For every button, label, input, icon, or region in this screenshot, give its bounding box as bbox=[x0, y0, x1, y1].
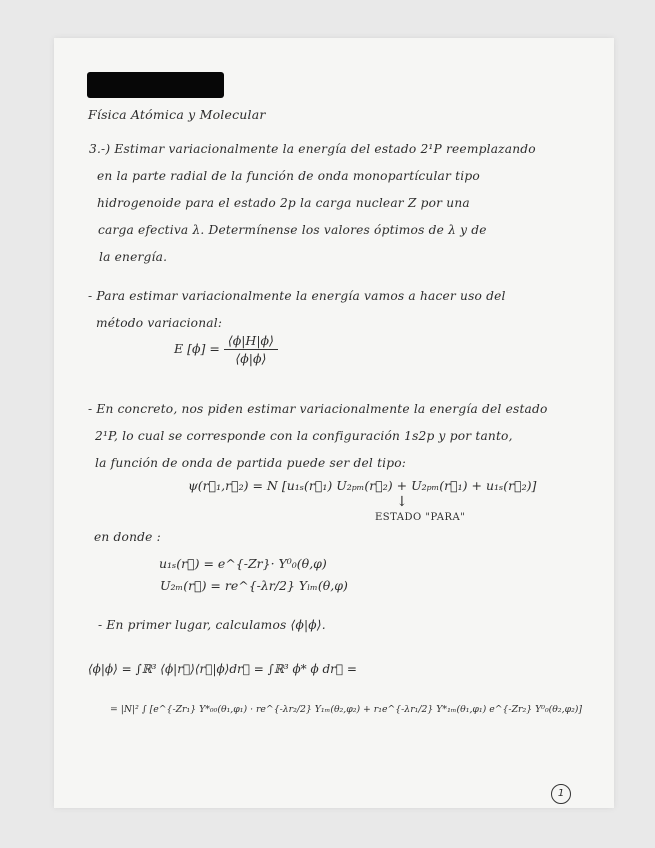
where-label: en donde : bbox=[94, 530, 161, 544]
solution-para2-line-1: - En concreto, nos piden estimar variacionalmente la energía del estado bbox=[88, 402, 548, 416]
wavefunction-equation: ψ(r⃗₁,r⃗₂) = N [u₁ₛ(r⃗₁) U₂ₚₘ(r⃗₂) + U₂ₚₘ(r⃗₁) + u₁ₛ(r⃗₂)] bbox=[188, 478, 537, 493]
problem-line-5: la energía. bbox=[99, 250, 168, 264]
problem-line-3: hidrogenoide para el estado 2p la carga nuclear Z por una bbox=[97, 196, 470, 210]
energy-denominator: ⟨ϕ|ϕ⟩ bbox=[235, 351, 267, 366]
solution-para1-line-1: - Para estimar variacionalmente la energía vamos a hacer uso del bbox=[88, 289, 506, 303]
solution-para3-line: - En primer lugar, calculamos ⟨ϕ|ϕ⟩. bbox=[98, 618, 326, 632]
definition-u1s: u₁ₛ(r⃗) = e^{-Zr}· Y⁰₀(θ,φ) bbox=[159, 556, 327, 571]
solution-para1-line-2: método variacional: bbox=[96, 316, 223, 330]
problem-line-4: carga efectiva λ. Determínense los valores óptimos de λ y de bbox=[98, 223, 487, 237]
definition-u2m: U₂ₘ(r⃗) = re^{-λr/2} Yₗₘ(θ,φ) bbox=[160, 578, 348, 593]
energy-fraction bbox=[224, 333, 278, 366]
state-note: ESTADO "PARA" bbox=[375, 512, 466, 523]
redacted-name-block bbox=[87, 72, 224, 98]
energy-lhs: E [ϕ] = bbox=[174, 341, 220, 356]
course-title: Física Atómica y Molecular bbox=[88, 107, 266, 122]
normalization-line-2: = |N|² ∫ [e^{-Zr₁} Y*₀₀(θ₁,φ₁) · re^{-λr₂/2} Y₁ₘ(θ₂,φ₂) + r₁e^{-λr₁/2} Y*₁ₘ(θ₁,φ₁) e^{-Zr₂} Y⁰₀(θ₂,φ₂)] bbox=[110, 704, 583, 715]
energy-functional bbox=[174, 333, 278, 366]
problem-line-1: 3.-) Estimar variacionalmente la energía del estado 2¹P reemplazando bbox=[89, 142, 536, 156]
down-arrow-icon: ↓ bbox=[396, 494, 408, 510]
normalization-line-1: ⟨ϕ|ϕ⟩ = ∫ℝ³ ⟨ϕ|r⃗⟩⟨r⃗|ϕ⟩dr⃗ = ∫ℝ³ ϕ* ϕ dr⃗ = bbox=[88, 662, 357, 676]
problem-line-2: en la parte radial de la función de onda monopartícular tipo bbox=[97, 169, 480, 183]
page-number-badge: 1 bbox=[551, 784, 571, 804]
energy-numerator: ⟨ϕ|H|ϕ⟩ bbox=[224, 333, 278, 350]
solution-para2-line-3: la función de onda de partida puede ser del tipo: bbox=[95, 456, 407, 470]
solution-para2-line-2: 2¹P, lo cual se corresponde con la configuración 1s2p y por tanto, bbox=[95, 429, 513, 443]
